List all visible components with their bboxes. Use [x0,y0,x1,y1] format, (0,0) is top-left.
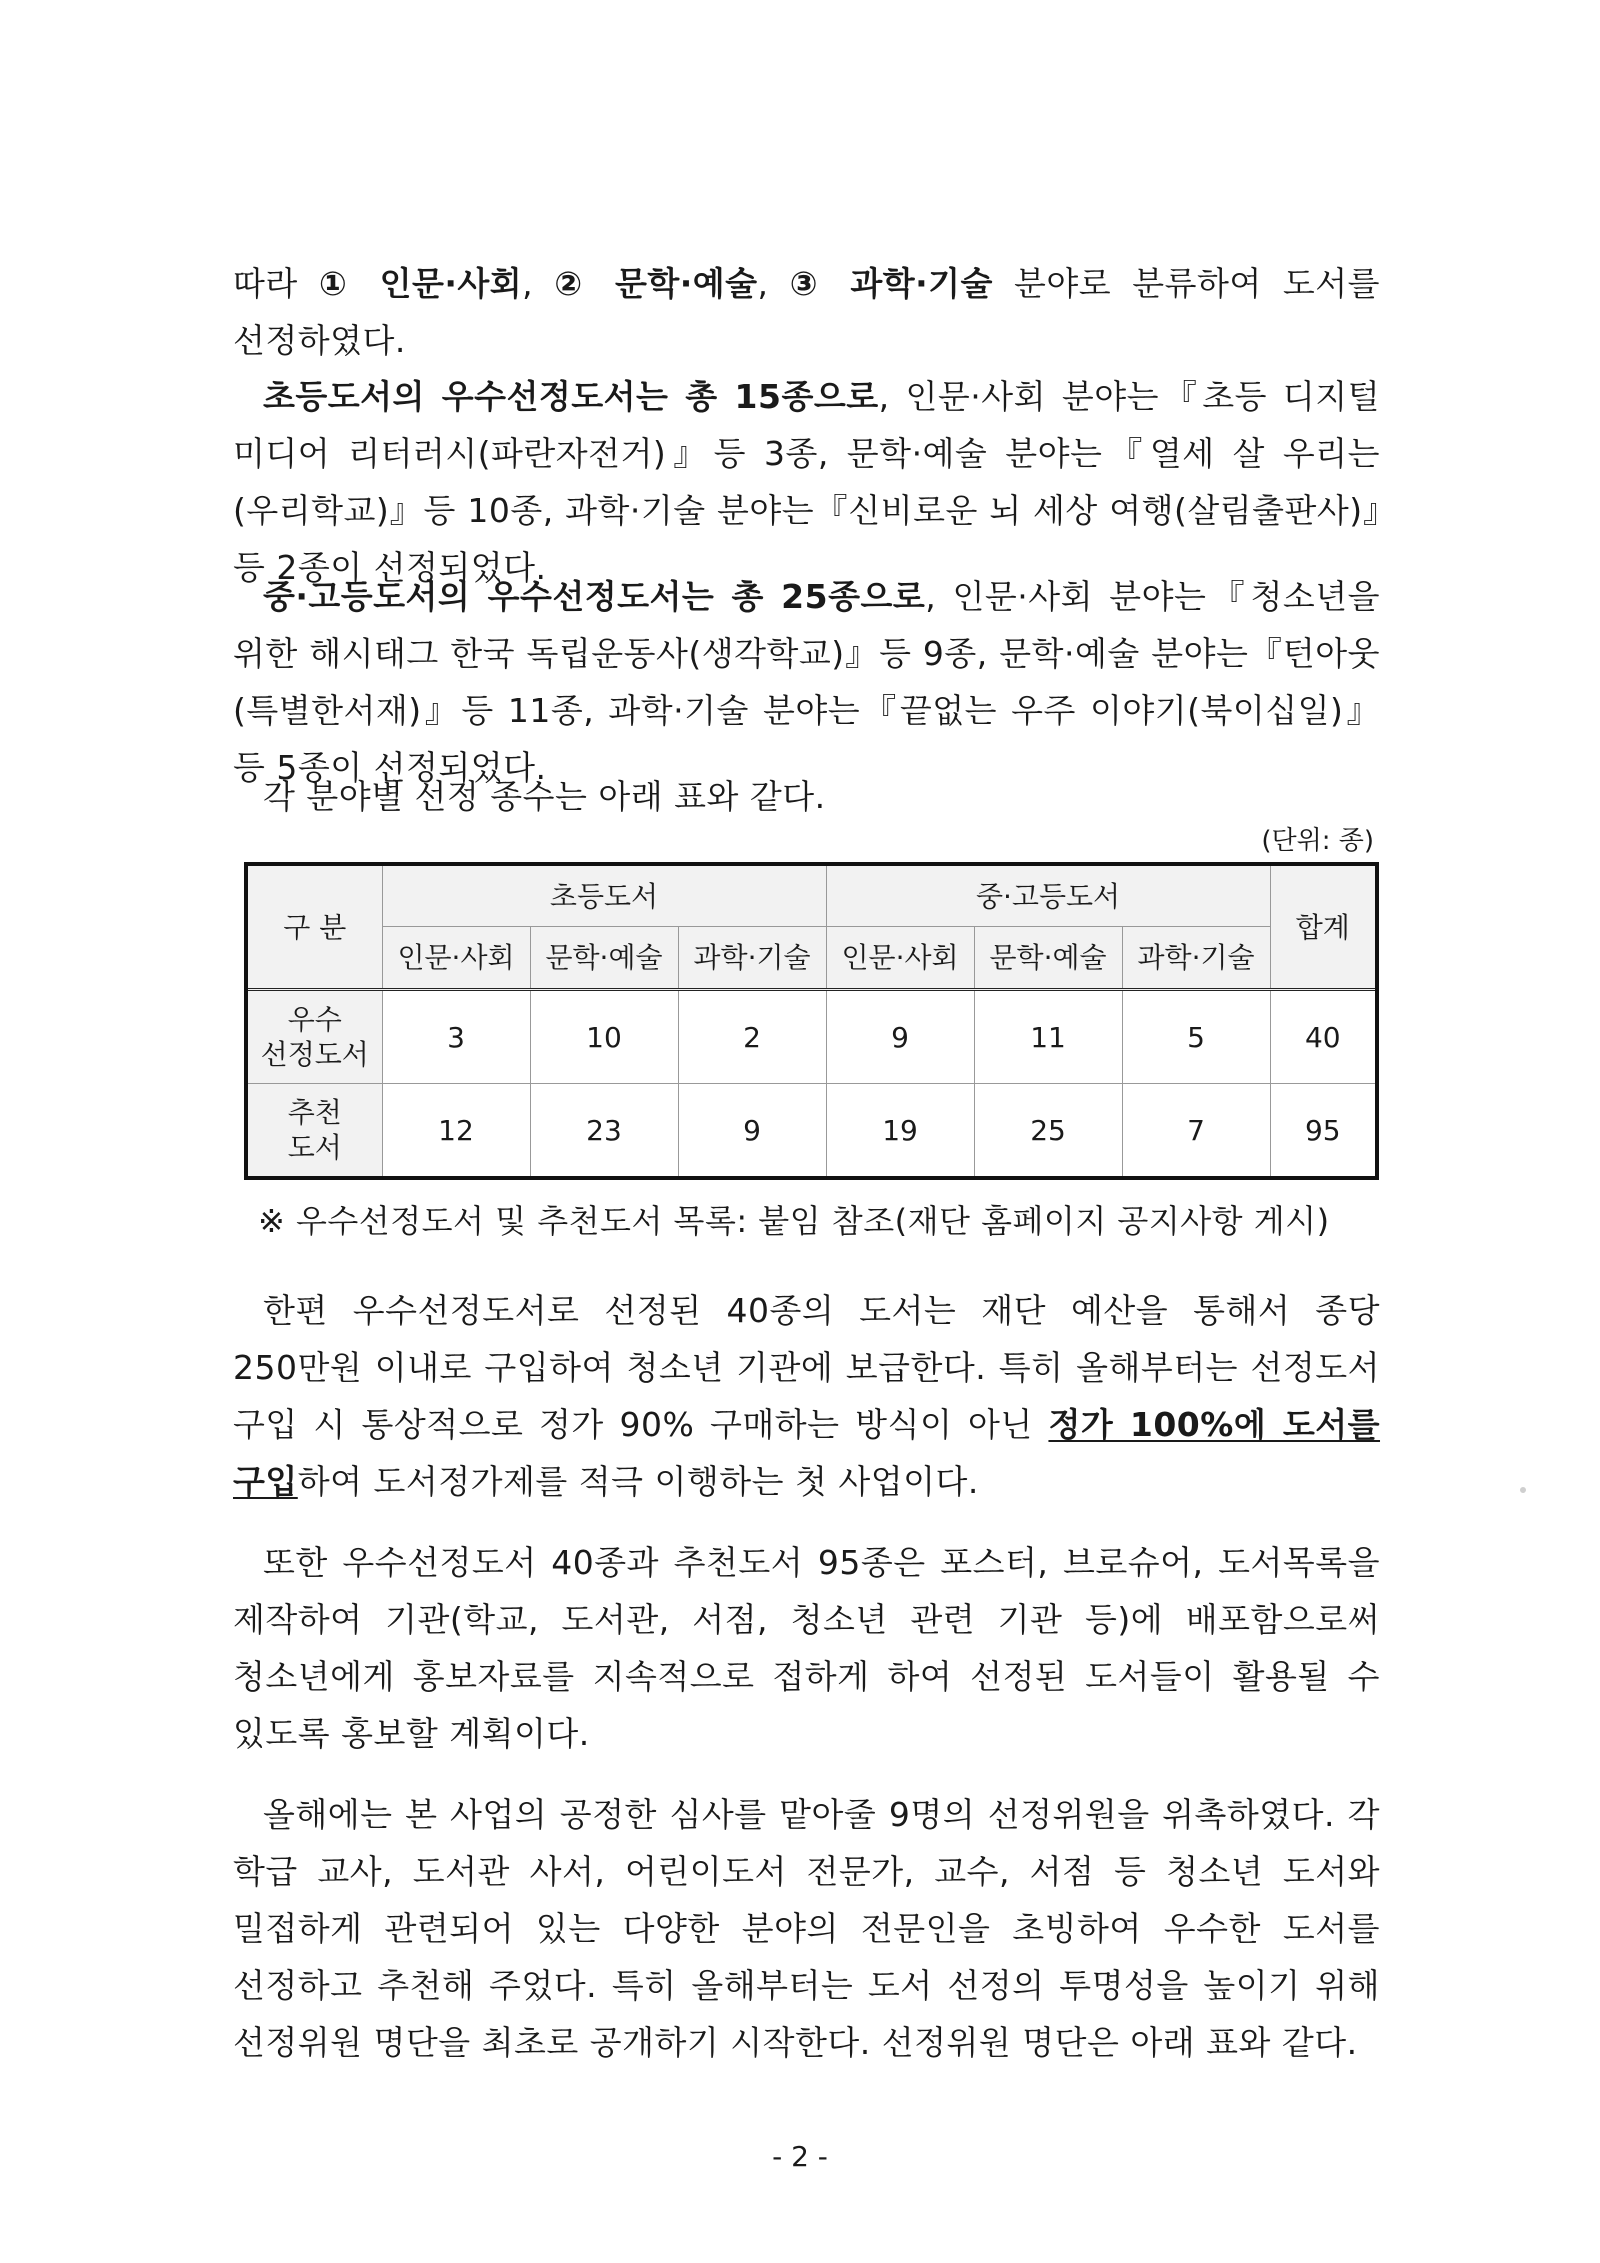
scan-speck [1520,1487,1526,1493]
table-corner-header: 구 분 [246,864,382,990]
table-group-elementary: 초등도서 [382,864,826,927]
table-cell: 7 [1122,1084,1270,1178]
paragraph-promotion: 또한 우수선정도서 40종과 추천도서 95종은 포스터, 브로슈어, 도서목록을 제작하여 기관(학교, 도서관, 서점, 청소년 관련 기관 등)에 배포함으로써 청소년에게 홍보자료를 지속적으로 접하게 하여 선정된 도서들이 활용될 수 있도록 홍보할 계획이다. [233,1543,1380,1753]
table-subheader: 과학·기술 [1122,927,1270,990]
table-cell: 11 [974,990,1122,1084]
table-subheader: 문학·예술 [530,927,678,990]
table-subheader: 인문·사회 [826,927,974,990]
row-label-line: 추천 [287,1096,342,1130]
table-cell: 3 [382,990,530,1084]
table-total-header: 합계 [1270,864,1377,990]
paragraph-committee: 올해에는 본 사업의 공정한 심사를 맡아줄 9명의 선정위원을 위촉하였다. 각 학급 교사, 도서관 사서, 어린이도서 전문가, 교수, 서점 등 청소년 도서와 밀접하게 관련되어 있는 다양한 분야의 전문인을 초빙하여 우수한 도서를 선정하고 추천해 주었다. 특히 올해부터는 도서 선정의 투명성을 높이기 위해 선정위원 명단을 최초로 공개하기 시작한다. 선정위원 명단은 아래 표와 같다. [233,1795,1380,2062]
p3-text: , 인문·사회 분야는『청소년을 위한 해시태그 한국 독립운동사(생각학교)』등 9종, 문학·예술 분야는『턴아웃(특별한서재)』등 11종, 과학·기술 분야는『끝없는 우주 이야기(북이십일)』등 5종이 선정되었다. [233,577,1380,787]
paragraph-purchase [233,1282,1380,1510]
table-cell: 19 [826,1084,974,1178]
page-number: - 2 - [772,2140,828,2173]
table-cell: 9 [826,990,974,1084]
p3-bold-lead: 중·고등도서의 우수선정도서는 총 25종으로 [263,577,926,616]
p1-text: 따라 [233,264,319,303]
table-cell: 2 [678,990,826,1084]
table-subheader: 과학·기술 [678,927,826,990]
table-cell-total: 40 [1270,990,1377,1084]
table-cell: 9 [678,1084,826,1178]
p1-category-3: ③ 과학·기술 [789,264,993,303]
table-row-header [246,1084,382,1178]
p2-bold-lead: 초등도서의 우수선정도서는 총 15종으로 [263,377,879,416]
p5-emphasis: 정가 100%에 도서를 구입 [233,1405,1381,1501]
row-label-line: 선정도서 [260,1038,369,1072]
table-cell: 12 [382,1084,530,1178]
row-label-line: 우수 [287,1003,342,1037]
table-cell: 25 [974,1084,1122,1178]
table-cell-total: 95 [1270,1084,1377,1178]
table-footnote: ※ 우수선정도서 및 추천도서 목록: 붙임 참조(재단 홈페이지 공지사항 게시) [258,1202,1330,1240]
table-cell: 23 [530,1084,678,1178]
p1-sep: , [757,264,790,303]
table-row [246,1084,1377,1178]
table-subheader: 인문·사회 [382,927,530,990]
p2-text: , 인문·사회 분야는『초등 디지털 미디어 리터러시(파란자전거)』등 3종, 문학·예술 분야는『열세 살 우리는(우리학교)』등 10종, 과학·기술 분야는『신비로운 뇌 세상 여행(살림출판사)』등 2종이 선정되었다. [233,377,1380,587]
table-cell: 10 [530,990,678,1084]
table-group-secondary: 중·고등도서 [826,864,1270,927]
paragraph-secondary [233,568,1380,796]
p1-sep: , [522,264,555,303]
table-cell: 5 [1122,990,1270,1084]
table-row-header [246,990,382,1084]
table-row [246,990,1377,1084]
paragraph-classification [233,255,1380,369]
paragraph-table-intro: 각 분야별 선정 종수는 아래 표와 같다. [263,777,826,816]
table-unit-label: (단위: 종) [1261,826,1374,856]
table-subheader: 문학·예술 [974,927,1122,990]
p1-category-1: ① 인문·사회 [318,264,523,303]
p5-text: 한편 우수선정도서로 선정된 40종의 도서는 재단 예산을 통해서 종당 250만원 이내로 구입하여 청소년 기관에 보급한다. 특히 올해부터는 선정도서 구입 시 통상적으로 정가 90% 구매하는 방식이 아닌 [233,1291,1380,1444]
p1-text: 분야로 분류하여 도서를 선정하였다. [233,264,1381,360]
p5-text: 하여 도서정가제를 적극 이행하는 첫 사업이다. [297,1462,979,1501]
row-label-line: 도서 [287,1131,342,1165]
p1-category-2: ② 문학·예술 [554,264,758,303]
paragraph-elementary [233,368,1380,596]
selection-count-table [244,862,1375,1180]
